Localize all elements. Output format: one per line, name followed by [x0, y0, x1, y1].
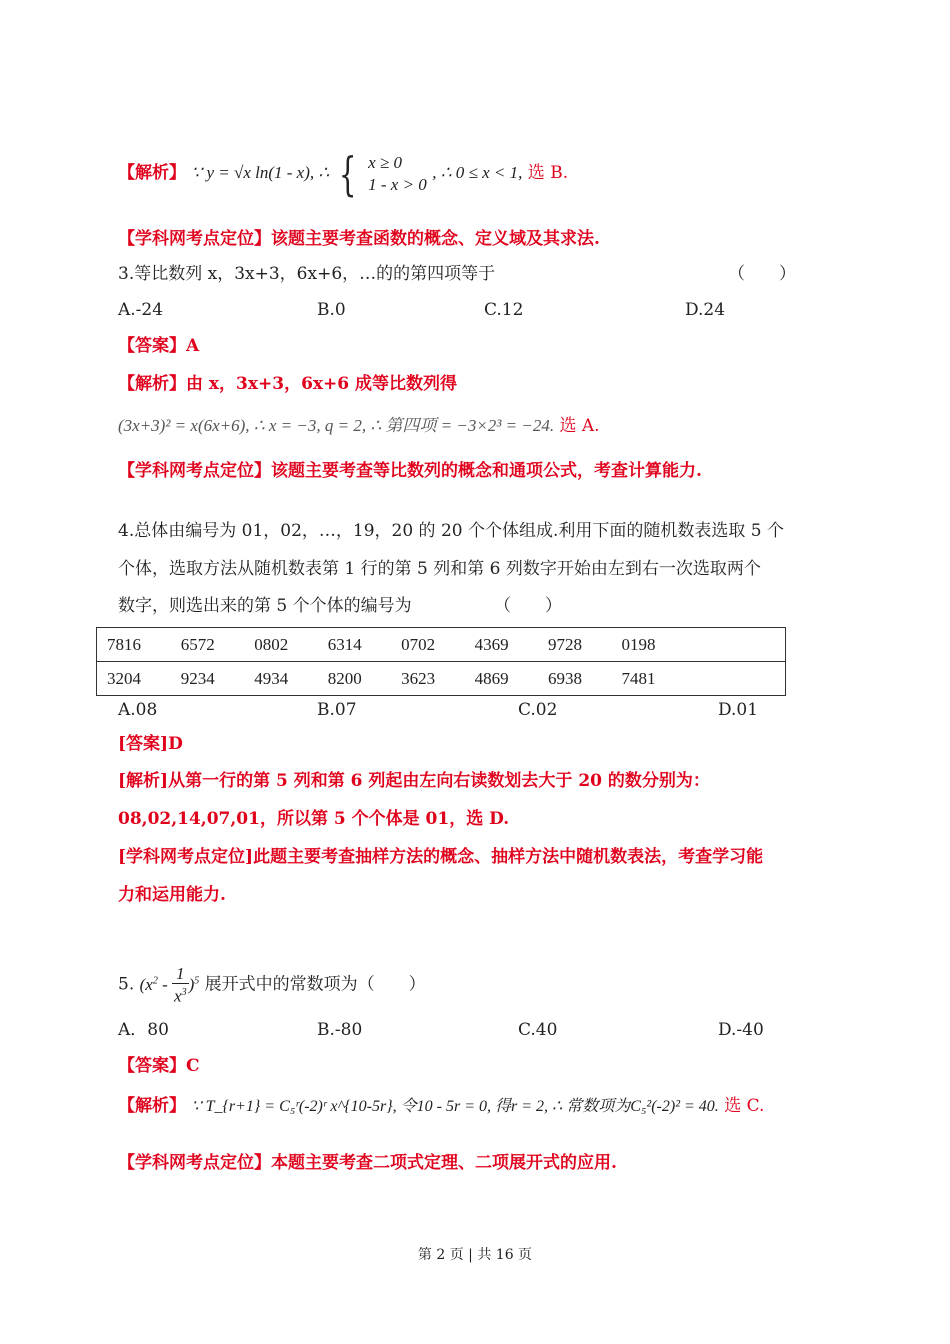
- q3-answer: 【答案】A: [118, 336, 200, 356]
- q3-kaodian: 【学科网考点定位】该题主要考查等比数列的概念和通项公式，考查计算能力.: [118, 461, 702, 481]
- q5-analysis-math: ∵ T_{r+1} = C₅ʳ(-2)ʳ x^{10-5r}, 令10 - 5r = 0, 得r = 2, ∴ 常数项为C₅²(-2)² = 40.: [191, 1098, 719, 1115]
- q3-option-c: C.12: [484, 300, 524, 320]
- table-row: [97, 628, 786, 662]
- table-cell: 3204: [97, 662, 171, 696]
- q3-paren: （ ）: [728, 264, 796, 284]
- q2-analysis-tail: , ∴ 0 ≤ x < 1,: [432, 163, 523, 182]
- q4-option-d: D.01: [718, 700, 759, 720]
- q4-option-c: C.02: [518, 700, 558, 720]
- q4-analysis-line-2: 08,02,14,07,01，所以第 5 个个体是 01，选 D.: [118, 809, 510, 829]
- q5-analysis: [118, 1094, 764, 1119]
- q3-question: 3.等比数列 x，3x+3，6x+6，…的的第四项等于: [118, 264, 496, 284]
- q2-kaodian: 【学科网考点定位】该题主要考查函数的概念、定义域及其求法.: [118, 229, 600, 249]
- q2-system: [368, 152, 427, 196]
- q5-expression: ($x^2$ - $\frac{1}{x^3}$ )$^5$: [139, 964, 200, 1007]
- q5-question-text: 展开式中的常数项为（ ）: [204, 974, 426, 995]
- table-cell: 3623: [391, 662, 464, 696]
- q4-question-line-2: 个体，选取方法从随机数表第 1 行的第 5 列和第 6 列数字开始由左到右一次选取两个: [118, 559, 761, 579]
- q3-option-b: B.0: [317, 300, 346, 320]
- q2-analysis-math: ∵ y = √x ln(1 - x), ∴: [191, 163, 334, 182]
- table-cell: 6938: [538, 662, 611, 696]
- q5-number: 5.: [118, 974, 135, 995]
- q3-option-d: D.24: [685, 300, 726, 320]
- fraction-denominator: $x^3$: [174, 987, 187, 1007]
- table-cell: 7816: [107, 634, 141, 654]
- q4-kaodian-line-1: [学科网考点定位]此题主要考查抽样方法的概念、抽样方法中随机数表法，考查学习能: [118, 847, 764, 867]
- q2-analysis-label: 【解析】: [118, 163, 186, 183]
- table-cell: 4369: [474, 634, 509, 654]
- q4-question-line-3: 数字，则选出来的第 5 个个体的编号为: [118, 596, 412, 616]
- q3-formula-line: [118, 414, 600, 438]
- page-footer: 第 2 页 | 共 16 页: [417, 1247, 533, 1263]
- q5-answer: 【答案】C: [118, 1056, 200, 1076]
- table-cell: 0198: [621, 634, 656, 654]
- q3-analysis: 【解析】由 x，3x+3，6x+6 成等比数列得: [118, 374, 458, 394]
- table-cell: 0802: [254, 634, 289, 654]
- q5-fraction: [172, 965, 189, 1006]
- q5-option-a: A．80: [118, 1020, 169, 1040]
- table-cell: 6572: [180, 634, 215, 654]
- q5-option-c: C.40: [518, 1020, 558, 1040]
- random-number-table: [96, 627, 786, 696]
- q4-answer: [答案]D: [118, 734, 183, 754]
- table-cell: 4934: [244, 662, 317, 696]
- table-cell-empty: [685, 628, 786, 662]
- q5-option-b: B.-80: [317, 1020, 363, 1040]
- table-cell: 7481: [612, 662, 686, 696]
- q4-option-b: B.07: [317, 700, 357, 720]
- q3-formula: (3x+3)² = x(6x+6), ∴ x = −3, q = 2, ∴ 第四项 = −3×2³ = −24.: [118, 416, 555, 435]
- q2-system-bottom: 1 - x > 0: [368, 174, 427, 194]
- table-cell: 9234: [171, 662, 244, 696]
- q2-analysis: [118, 146, 569, 201]
- table-cell: 8200: [318, 662, 391, 696]
- q5-kaodian: 【学科网考点定位】本题主要考查二项式定理、二项展开式的应用.: [118, 1153, 617, 1173]
- q4-option-a: A.08: [118, 700, 158, 720]
- table-cell: 4869: [465, 662, 538, 696]
- q4-question-line-1: 4.总体由编号为 01，02，…，19，20 的 20 个个体组成.利用下面的随机数表选取 5 个: [118, 521, 785, 541]
- q4-analysis-line-1: [解析]从第一行的第 5 列和第 6 列起由左向右读数划去大于 20 的数分别为：: [118, 771, 710, 791]
- q3-option-a: A.-24: [118, 300, 164, 320]
- table-cell: 6314: [327, 634, 362, 654]
- table-cell-empty: [685, 662, 786, 696]
- q4-paren: （ ）: [494, 596, 562, 616]
- fraction-numerator: 1: [172, 965, 189, 984]
- table-row: [97, 662, 786, 696]
- table-cell: 9728: [548, 634, 583, 654]
- q5-question: [118, 958, 426, 1007]
- q5-option-d: D.-40: [718, 1020, 764, 1040]
- q3-choice: 选 A.: [559, 416, 600, 436]
- q5-analysis-label: 【解析】: [118, 1096, 186, 1116]
- table-cell: 0702: [401, 634, 436, 654]
- q2-choice: 选 B.: [527, 163, 569, 183]
- system-brace: {: [339, 146, 357, 201]
- q5-choice: 选 C.: [724, 1096, 765, 1116]
- q2-system-top: x ≥ 0: [368, 152, 403, 172]
- q4-kaodian-line-2: 力和运用能力.: [118, 885, 226, 905]
